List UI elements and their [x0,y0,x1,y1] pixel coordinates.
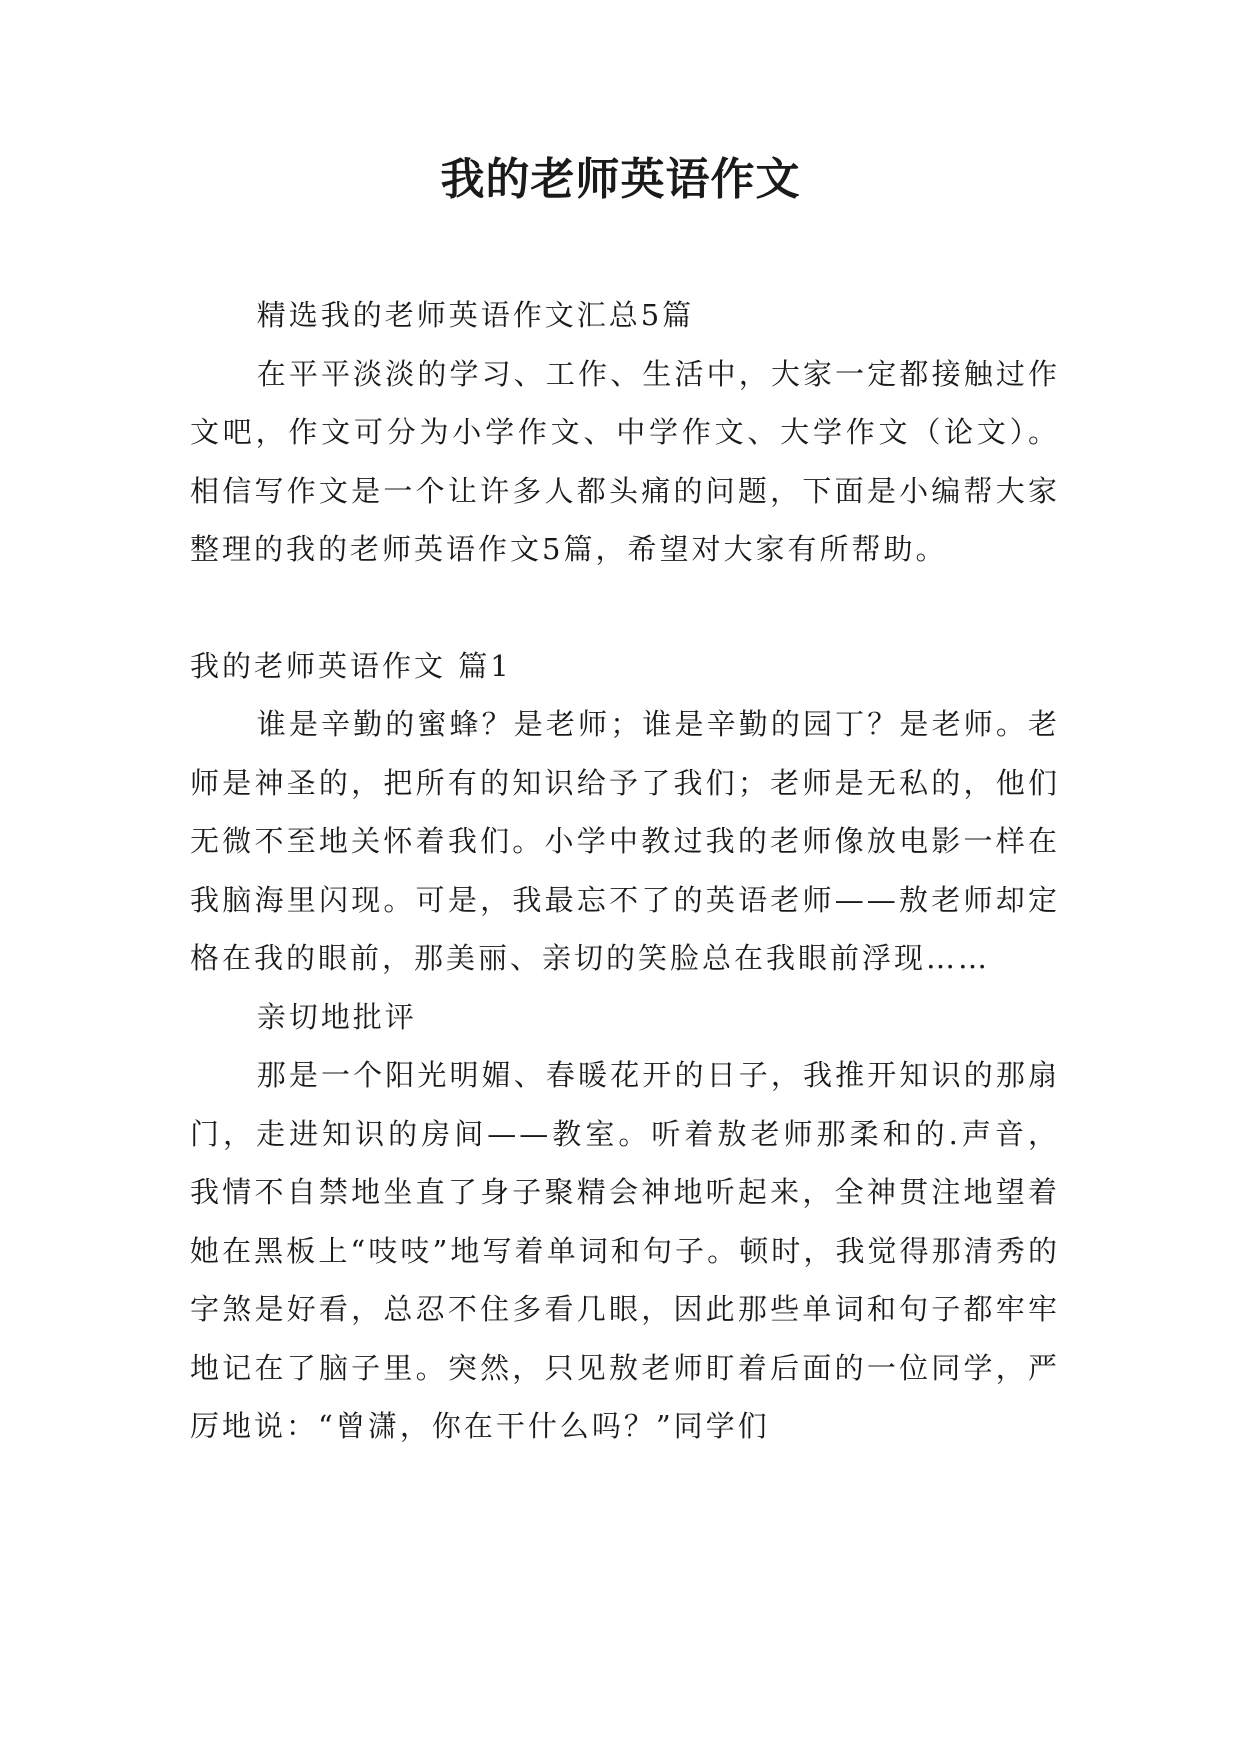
section-paragraph: 谁是辛勤的蜜蜂？是老师；谁是辛勤的园丁？是老师。老师是神圣的，把所有的知识给予了我们；老师是无私的，他们无微不至地关怀着我们。小学中教过我的老师像放电影一样在我脑海里闪现。可是，我最忘不了的英语老师——敖老师却定格在我的眼前，那美丽、亲切的笑脸总在我眼前浮现…… [190,707,1060,975]
document-body [190,286,1060,1456]
section-subheading: 亲切地批评 [256,999,417,1034]
document-title: 我的老师英语作文 [440,154,801,205]
section-heading: 我的老师英语作文 篇1 [190,648,512,683]
section-paragraph: 那是一个阳光明媚、春暖花开的日子，我推开知识的那扇门，走进知识的房间——教室。听着敖老师那柔和的.声音，我情不自禁地坐直了身子聚精会神地听起来，全神贯注地望着她在黑板上“吱吱”地写着单词和句子。顿时，我觉得那清秀的字煞是好看，总忍不住多看几眼，因此那些单词和句子都牢牢地记在了脑子里。突然，只见敖老师盯着后面的一位同学，严厉地说：“曾潇，你在干什么吗？”同学们 [190,1058,1060,1443]
intro-paragraph: 在平平淡淡的学习、工作、生活中，大家一定都接触过作文吧，作文可分为小学作文、中学作文、大学作文（论文）。相信写作文是一个让许多人都头痛的问题，下面是小编帮大家整理的我的老师英语作文5篇，希望对大家有所帮助。 [190,356,1060,566]
document-subtitle: 精选我的老师英语作文汇总5篇 [256,298,695,332]
